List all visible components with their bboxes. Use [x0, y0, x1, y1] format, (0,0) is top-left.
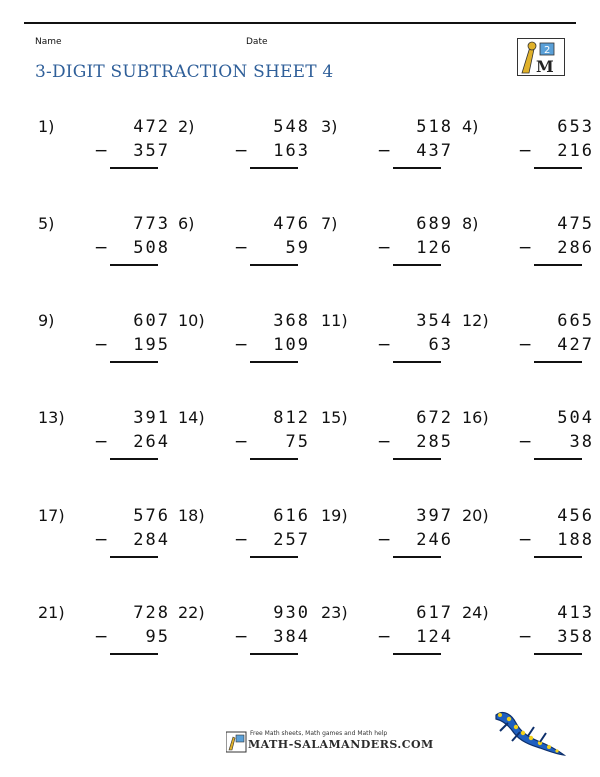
answer-line — [110, 264, 158, 266]
minus-sign: − — [377, 530, 392, 550]
answer-line — [110, 458, 158, 460]
minus-sign: − — [518, 335, 533, 355]
minuend: 672 — [416, 408, 453, 428]
answer-line — [250, 167, 298, 169]
problem-number: 1) — [38, 117, 55, 136]
problem-17 — [38, 506, 178, 576]
subtrahend: 427 — [557, 335, 594, 355]
problem-number: 7) — [321, 214, 338, 233]
subtrahend: 124 — [416, 627, 453, 647]
problem-23 — [321, 603, 461, 673]
minuend: 653 — [557, 117, 594, 137]
subtrahend: 59 — [285, 238, 310, 258]
problem-10 — [178, 311, 318, 381]
answer-line — [534, 458, 582, 460]
minus-sign: − — [94, 530, 109, 550]
minus-sign: − — [518, 141, 533, 161]
answer-line — [110, 361, 158, 363]
problem-22 — [178, 603, 318, 673]
minuend: 397 — [416, 506, 453, 526]
minus-sign: − — [234, 627, 249, 647]
problem-6 — [178, 214, 318, 284]
problem-number: 10) — [178, 311, 205, 330]
subtrahend: 246 — [416, 530, 453, 550]
answer-line — [534, 556, 582, 558]
problem-9 — [38, 311, 178, 381]
answer-line — [250, 556, 298, 558]
subtrahend: 63 — [428, 335, 453, 355]
answer-line — [250, 458, 298, 460]
answer-line — [534, 167, 582, 169]
minuend: 607 — [133, 311, 170, 331]
minuend: 617 — [416, 603, 453, 623]
problem-number: 5) — [38, 214, 55, 233]
problem-19 — [321, 506, 461, 576]
subtrahend: 126 — [416, 238, 453, 258]
svg-text:2: 2 — [544, 45, 551, 56]
answer-line — [393, 167, 441, 169]
subtrahend: 286 — [557, 238, 594, 258]
subtrahend: 284 — [133, 530, 170, 550]
problem-7 — [321, 214, 461, 284]
minuend: 728 — [133, 603, 170, 623]
problem-number: 15) — [321, 408, 348, 427]
name-label: Name — [35, 37, 62, 47]
sheet-title: 3-DIGIT SUBTRACTION SHEET 4 — [35, 62, 334, 82]
answer-line — [393, 264, 441, 266]
answer-line — [393, 458, 441, 460]
minus-sign: − — [518, 432, 533, 452]
problem-number: 2) — [178, 117, 195, 136]
answer-line — [393, 361, 441, 363]
minuend: 354 — [416, 311, 453, 331]
minuend: 456 — [557, 506, 594, 526]
answer-line — [393, 653, 441, 655]
subtrahend: 437 — [416, 141, 453, 161]
answer-line — [534, 361, 582, 363]
problem-number: 18) — [178, 506, 205, 525]
subtrahend: 508 — [133, 238, 170, 258]
minus-sign: − — [234, 141, 249, 161]
footer-brand: MATH-SALAMANDERS.COM — [248, 738, 434, 751]
subtrahend: 257 — [273, 530, 310, 550]
minus-sign: − — [518, 238, 533, 258]
answer-line — [250, 264, 298, 266]
problem-14 — [178, 408, 318, 478]
problem-number: 14) — [178, 408, 205, 427]
problem-number: 21) — [38, 603, 65, 622]
problem-number: 17) — [38, 506, 65, 525]
subtrahend: 95 — [145, 627, 170, 647]
problem-20 — [462, 506, 600, 576]
problem-11 — [321, 311, 461, 381]
problem-number: 8) — [462, 214, 479, 233]
problem-2 — [178, 117, 318, 187]
minus-sign: − — [94, 335, 109, 355]
problem-number: 3) — [321, 117, 338, 136]
subtrahend: 358 — [557, 627, 594, 647]
minus-sign: − — [518, 530, 533, 550]
minus-sign: − — [377, 335, 392, 355]
problem-number: 20) — [462, 506, 489, 525]
problem-number: 19) — [321, 506, 348, 525]
subtrahend: 384 — [273, 627, 310, 647]
minus-sign: − — [234, 335, 249, 355]
problem-number: 4) — [462, 117, 479, 136]
minus-sign: − — [94, 627, 109, 647]
problem-number: 13) — [38, 408, 65, 427]
problem-number: 9) — [38, 311, 55, 330]
subtrahend: 264 — [133, 432, 170, 452]
minuend: 472 — [133, 117, 170, 137]
problem-3 — [321, 117, 461, 187]
minus-sign: − — [94, 432, 109, 452]
minuend: 576 — [133, 506, 170, 526]
minus-sign: − — [234, 530, 249, 550]
problem-13 — [38, 408, 178, 478]
date-label: Date — [246, 37, 268, 47]
problem-number: 24) — [462, 603, 489, 622]
minus-sign: − — [377, 141, 392, 161]
problem-8 — [462, 214, 600, 284]
salamander-icon — [490, 705, 570, 760]
problem-16 — [462, 408, 600, 478]
minuend: 616 — [273, 506, 310, 526]
subtrahend: 285 — [416, 432, 453, 452]
problem-5 — [38, 214, 178, 284]
minuend: 504 — [557, 408, 594, 428]
minuend: 518 — [416, 117, 453, 137]
problem-number: 12) — [462, 311, 489, 330]
problem-1 — [38, 117, 178, 187]
subtrahend: 195 — [133, 335, 170, 355]
subtrahend: 188 — [557, 530, 594, 550]
answer-line — [250, 653, 298, 655]
minus-sign: − — [94, 141, 109, 161]
footer-tagline: Free Math sheets, Math games and Math help — [250, 730, 388, 737]
minus-sign: − — [234, 432, 249, 452]
problem-number: 22) — [178, 603, 205, 622]
minuend: 665 — [557, 311, 594, 331]
problem-number: 11) — [321, 311, 348, 330]
answer-line — [393, 556, 441, 558]
minuend: 773 — [133, 214, 170, 234]
answer-line — [250, 361, 298, 363]
minuend: 930 — [273, 603, 310, 623]
minuend: 475 — [557, 214, 594, 234]
problem-15 — [321, 408, 461, 478]
problem-number: 16) — [462, 408, 489, 427]
minuend: 413 — [557, 603, 594, 623]
problem-21 — [38, 603, 178, 673]
answer-line — [110, 167, 158, 169]
subtrahend: 216 — [557, 141, 594, 161]
problem-12 — [462, 311, 600, 381]
answer-line — [110, 556, 158, 558]
problem-number: 6) — [178, 214, 195, 233]
minuend: 812 — [273, 408, 310, 428]
svg-text:M: M — [536, 57, 554, 75]
minus-sign: − — [234, 238, 249, 258]
problem-24 — [462, 603, 600, 673]
problem-18 — [178, 506, 318, 576]
subtrahend: 357 — [133, 141, 170, 161]
subtrahend: 109 — [273, 335, 310, 355]
minus-sign: − — [518, 627, 533, 647]
subtrahend: 163 — [273, 141, 310, 161]
answer-line — [110, 653, 158, 655]
problem-4 — [462, 117, 600, 187]
problem-number: 23) — [321, 603, 348, 622]
answer-line — [534, 653, 582, 655]
minus-sign: − — [377, 627, 392, 647]
subtrahend: 75 — [285, 432, 310, 452]
minus-sign: − — [377, 238, 392, 258]
answer-line — [534, 264, 582, 266]
minuend: 476 — [273, 214, 310, 234]
minuend: 689 — [416, 214, 453, 234]
minuend: 391 — [133, 408, 170, 428]
subtrahend: 38 — [569, 432, 594, 452]
minus-sign: − — [94, 238, 109, 258]
minuend: 368 — [273, 311, 310, 331]
minus-sign: − — [377, 432, 392, 452]
minuend: 548 — [273, 117, 310, 137]
